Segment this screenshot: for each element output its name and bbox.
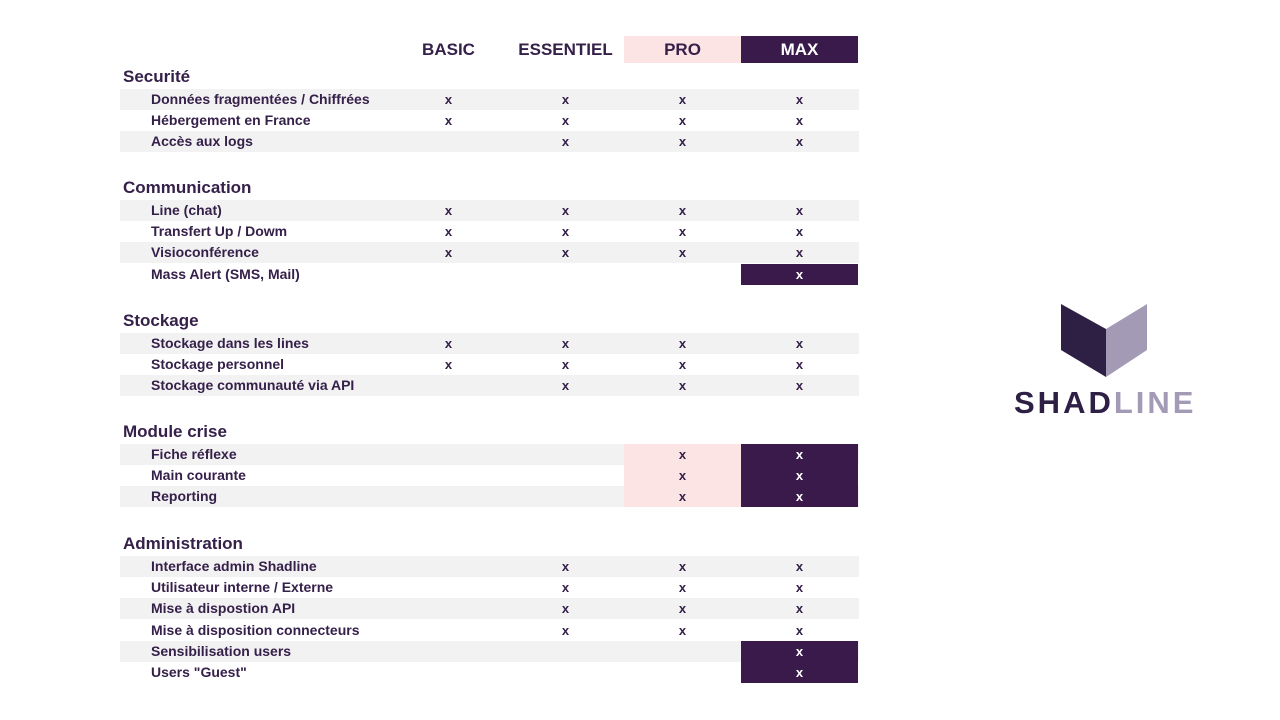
table-row (120, 556, 859, 577)
table-row (120, 333, 859, 354)
cell-max: x (795, 113, 804, 129)
cell-pro: x (678, 559, 687, 574)
cell-essentiel (507, 641, 624, 662)
table-row (120, 221, 859, 242)
table-row (120, 465, 859, 486)
cell-max: x (795, 357, 804, 373)
cell-pro: x (678, 580, 687, 596)
cell-basic (390, 556, 507, 577)
cell-basic: x (444, 203, 453, 218)
cell-pro: x (678, 245, 687, 261)
feature-label: Hébergement en France (151, 112, 311, 129)
column-header-essentiel: ESSENTIEL (518, 39, 613, 59)
cell-pro: x (678, 224, 687, 240)
cell-essentiel (507, 662, 624, 683)
cell-max: x (795, 378, 804, 394)
cell-max: x (795, 336, 804, 351)
cell-basic (390, 375, 507, 396)
feature-label: Visioconférence (151, 244, 259, 261)
cell-essentiel: x (561, 224, 570, 240)
feature-label: Main courante (151, 467, 246, 484)
feature-label: Accès aux logs (151, 133, 253, 150)
logo-text-line: LINE (1113, 385, 1197, 420)
table-row (120, 598, 859, 619)
cell-max: x (795, 92, 804, 107)
cell-pro (624, 264, 741, 285)
cell-pro: x (678, 622, 687, 638)
table-row (120, 110, 859, 131)
cell-pro: x (678, 203, 687, 218)
column-header-basic: BASIC (422, 39, 475, 59)
cell-basic: x (444, 245, 453, 261)
section-title: Stockage (123, 311, 199, 330)
cell-basic (390, 641, 507, 662)
cell-basic (390, 662, 507, 683)
cell-essentiel: x (561, 92, 570, 107)
table-row (120, 200, 859, 221)
cell-max: x (795, 559, 804, 574)
table-row (120, 131, 859, 152)
feature-label: Mise à dispostion API (151, 600, 296, 617)
cell-essentiel: x (561, 601, 570, 617)
shadline-logo-text (1014, 385, 1196, 421)
cell-pro: x (678, 601, 687, 617)
cell-max: x (795, 601, 804, 617)
cell-max: x (741, 444, 858, 465)
cell-basic: x (444, 92, 453, 107)
logo-text-shad: SHAD (1014, 385, 1114, 420)
cell-essentiel: x (561, 203, 570, 218)
cell-pro (624, 662, 741, 683)
section-title: Securité (123, 67, 191, 86)
cell-pro: x (678, 357, 687, 373)
table-row (120, 354, 859, 375)
section-title: Administration (123, 534, 243, 553)
cell-basic (390, 264, 507, 285)
cell-essentiel (507, 465, 624, 486)
table-row (120, 444, 859, 465)
table-row (120, 662, 859, 683)
cell-basic (390, 444, 507, 465)
feature-label: Interface admin Shadline (151, 558, 317, 574)
table-row (120, 641, 859, 662)
cell-pro: x (624, 444, 741, 465)
table-row (120, 264, 859, 285)
feature-label: Fiche réflexe (151, 446, 237, 462)
feature-label: Stockage communauté via API (151, 377, 355, 394)
feature-label: Stockage dans les lines (151, 335, 309, 351)
cell-basic: x (444, 357, 453, 373)
cell-pro: x (678, 113, 687, 129)
cell-max: x (795, 203, 804, 218)
cell-pro: x (624, 465, 741, 486)
feature-label: Users "Guest" (151, 664, 247, 680)
cell-max: x (795, 580, 804, 596)
table-row (120, 375, 859, 396)
feature-label: Mass Alert (SMS, Mail) (151, 265, 300, 282)
cell-essentiel: x (561, 336, 570, 351)
cell-max: x (795, 622, 804, 638)
cell-essentiel: x (561, 378, 570, 394)
cell-essentiel (507, 486, 624, 507)
column-header-max: MAX (741, 36, 858, 63)
cell-max: x (741, 465, 858, 486)
cell-basic (390, 131, 507, 152)
cell-essentiel: x (561, 559, 570, 574)
cell-basic (390, 598, 507, 619)
cell-max: x (741, 662, 858, 683)
feature-label: Line (chat) (151, 202, 222, 218)
table-row (120, 486, 859, 507)
cell-max: x (795, 245, 804, 261)
cell-max: x (741, 641, 858, 662)
section-title: Communication (123, 178, 252, 197)
column-header-pro: PRO (624, 36, 741, 63)
cell-basic: x (444, 224, 453, 240)
cell-pro: x (678, 92, 687, 107)
cell-basic (390, 620, 507, 641)
feature-label: Sensibilisation users (151, 642, 292, 659)
table-row (120, 577, 859, 598)
cell-max: x (741, 264, 858, 285)
feature-label: Transfert Up / Dowm (151, 223, 288, 240)
cell-essentiel: x (561, 357, 570, 373)
feature-label: Stockage personnel (151, 356, 285, 373)
table-row (120, 89, 859, 110)
cell-basic (390, 577, 507, 598)
cell-essentiel: x (561, 113, 570, 129)
feature-label: Données fragmentées / Chiffrées (151, 91, 370, 107)
cell-max: x (741, 486, 858, 507)
cell-pro: x (678, 378, 687, 394)
cell-essentiel (507, 264, 624, 285)
section-title: Module crise (123, 422, 227, 441)
cell-essentiel: x (561, 622, 570, 638)
cell-pro: x (678, 134, 687, 150)
feature-label: Mise à disposition connecteurs (151, 621, 360, 638)
cell-basic (390, 486, 507, 507)
cell-essentiel: x (561, 580, 570, 596)
cell-essentiel: x (561, 245, 570, 261)
cell-pro: x (678, 336, 687, 351)
cell-basic: x (444, 113, 453, 129)
cell-essentiel (507, 444, 624, 465)
feature-label: Utilisateur interne / Externe (151, 579, 334, 596)
feature-label: Reporting (151, 488, 218, 505)
table-row (120, 242, 859, 263)
table-row (120, 620, 859, 641)
cell-max: x (795, 224, 804, 240)
cell-basic: x (444, 336, 453, 351)
cell-pro (624, 641, 741, 662)
cell-pro: x (624, 486, 741, 507)
cell-max: x (795, 134, 804, 150)
cell-basic (390, 465, 507, 486)
cell-essentiel: x (561, 134, 570, 150)
